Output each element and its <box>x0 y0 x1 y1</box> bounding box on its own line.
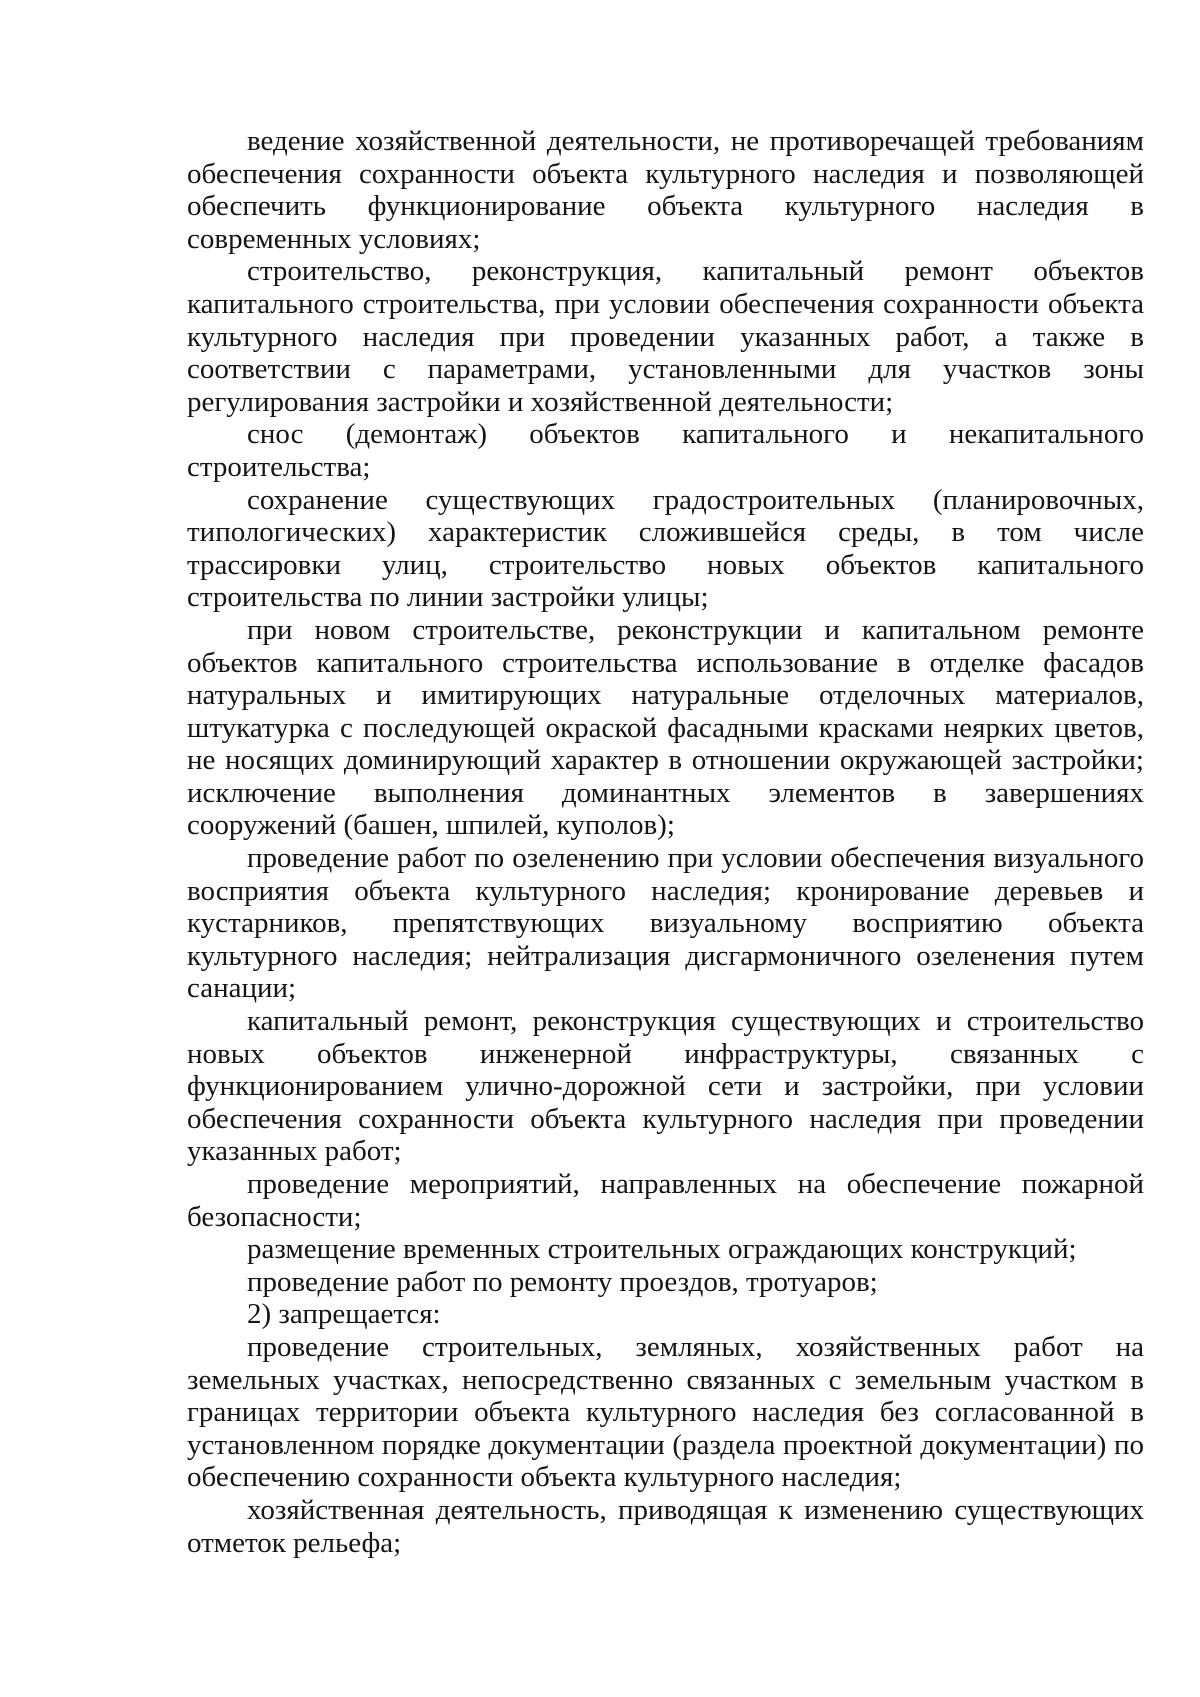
paragraph-earthworks: проведение строительных, земляных, хозяйственных работ на земельных участках, непосредственно связанных с земельным участком в границах территории объекта культурного наследия без согласованной в установленном порядке документации (раздела проектной документации) по обеспечению сохранности объекта культурного наследия; <box>187 1330 1144 1494</box>
paragraph-relief-change: хозяйственная деятельность, приводящая к изменению существующих отметок рельефа; <box>187 1493 1144 1559</box>
paragraph-prohibited-heading: 2) запрещается: <box>247 1298 441 1331</box>
paragraph-preservation: сохранение существующих градостроительных (планировочных, типологических) характеристик сложившейся среды, в том числе трассировки улиц, строительство новых объектов капитального строительства по линии застройки улицы; <box>187 483 1144 614</box>
paragraph-economic-activity: ведение хозяйственной деятельности, не противоречащей требованиям обеспечения сохранности объекта культурного наследия и позволяющей обеспечить функционирование объекта культурного наследия в современных условиях; <box>187 125 1144 255</box>
paragraph-road-repair: проведение работ по ремонту проездов, тротуаров; <box>247 1265 878 1298</box>
paragraph-facade-finishing: при новом строительстве, реконструкции и капитальном ремонте объектов капитального строительства использование в отделке фасадов натуральных и имитирующих натуральные отделочных материалов, штукатурка с последующей окраской фасадными красками неярких цветов, не носящих доминирующий характер в отношении окружающей застройки; исключение выполнения доминантных элементов в завершениях сооружений (башен, шпилей, куполов); <box>187 613 1144 842</box>
paragraph-temporary-fences: размещение временных строительных ограждающих конструкций; <box>247 1233 1077 1266</box>
paragraph-landscaping: проведение работ по озеленению при условии обеспечения визуального восприятия объекта культурного наследия; кронирование деревьев и кустарников, препятствующих визуальному восприятию объекта культурного наследия; нейтрализация дисгармоничного озеленения путем санации; <box>187 842 1144 1005</box>
paragraph-construction: строительство, реконструкция, капитальный ремонт объектов капитального строительства, при условии обеспечения сохранности объекта культурного наследия при проведении указанных работ, а также в соответствии с параметрами, установленными для участков зоны регулирования застройки и хозяйственной деятельности; <box>187 255 1144 418</box>
document-body <box>187 125 1144 1559</box>
paragraph-infrastructure: капитальный ремонт, реконструкция существующих и строительство новых объектов инженерной инфраструктуры, связанных с функционированием улично-дорожной сети и застройки, при условии обеспечения сохранности объекта культурного наследия при проведении указанных работ; <box>187 1005 1144 1168</box>
paragraph-fire-safety: проведение мероприятий, направленных на обеспечение пожарной безопасности; <box>187 1168 1144 1233</box>
paragraph-demolition: снос (демонтаж) объектов капитального и некапитального строительства; <box>187 418 1144 483</box>
